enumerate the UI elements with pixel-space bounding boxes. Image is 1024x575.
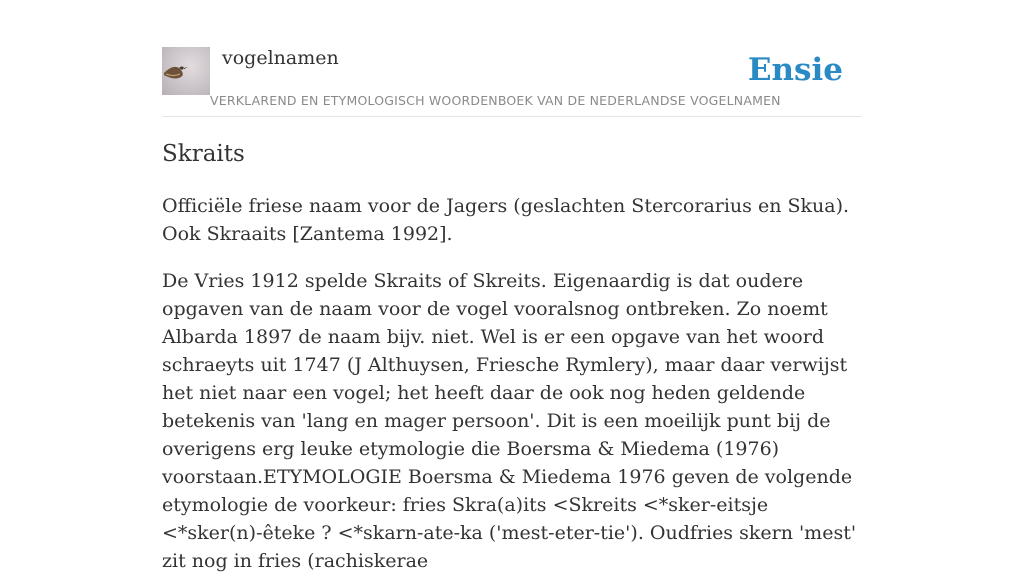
ensie-logo[interactable]: Ensie xyxy=(747,52,843,88)
bird-photo-avatar-icon xyxy=(162,47,210,95)
blog-name[interactable]: vogelnamen xyxy=(222,47,339,69)
blog-subtitle: VERKLAREND EN ETYMOLOGISCH WOORDENBOEK VAN DE NEDERLANDSE VOGELNAMEN xyxy=(210,93,781,108)
blog-avatar[interactable] xyxy=(162,47,210,95)
entry-paragraph-2: De Vries 1912 spelde Skraits of Skreits. Eigenaardig is dat oudere opgaven van de naam voor de vogel vooralsnog ontbreken. Zo noemt Albarda 1897 de naam bijv. niet. Wel is er een opgave van het woord schraeyts uit 1747 (J Althuysen, Friesche Rymlery), maar daar verwijst het niet naar een vogel; het heeft daar de ook nog heden geldende betekenis van 'lang en mager persoon'. Dit is een moeilijk punt bij de overigens erg leuke etymologie die Boersma & Miedema (1976) voorstaan.ETYMOLOGIE Boersma & Miedema 1976 geven de volgende etymologie de voorkeur: fries Skra(a)its <Skreits <*sker-eitsje <*sker(n)-êteke ? <*skarn-ate-ka ('mest-eter-tie'). Oudfries skern 'mest' zit nog in fries (rachiskerae xyxy=(162,270,857,572)
entry-paragraph-1: Officiële friese naam voor de Jagers (geslachten Stercorarius en Skua). Ook Skraaits [Zantema 1992]. xyxy=(162,195,850,245)
article-page xyxy=(162,0,862,572)
blog-header xyxy=(162,0,862,117)
entry-title: Skraits xyxy=(162,141,245,167)
